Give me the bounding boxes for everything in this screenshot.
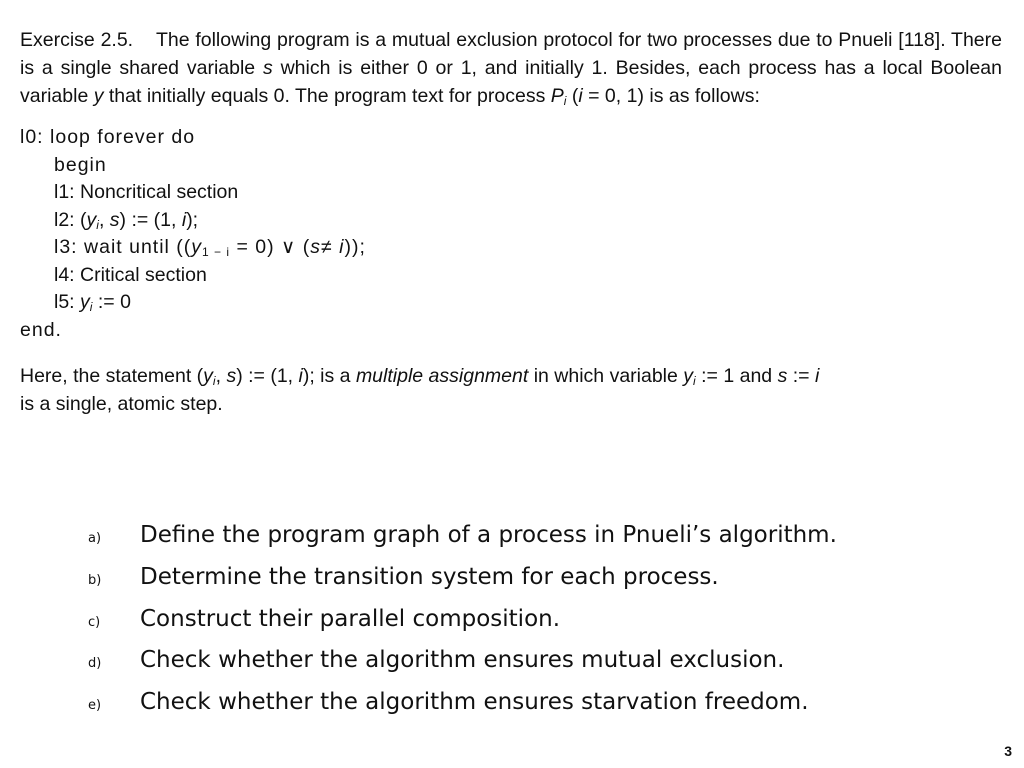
program-line-begin: begin <box>54 153 107 176</box>
intro-text: which is either 0 or 1, and initially 1. Besides, each process has a local Boolean variable <box>20 57 1002 107</box>
task-item-b <box>88 564 988 606</box>
remark-var: s <box>777 365 788 387</box>
task-text: Define the program graph of a process in Pnueli’s algorithm. <box>140 522 837 548</box>
task-letter: b) <box>88 572 102 588</box>
code-text: , <box>98 208 110 231</box>
task-text: Check whether the algorithm ensures starvation freedom. <box>140 689 809 716</box>
remark-text: ); is a <box>302 365 356 387</box>
remark-var: s <box>226 365 237 387</box>
program-listing <box>20 124 1002 344</box>
process-p: P <box>550 85 564 107</box>
task-item-c <box>88 606 988 648</box>
code-var: i <box>339 236 345 258</box>
code-text: ) := (1, <box>119 208 182 231</box>
code-subscript: 1 − i <box>202 245 231 259</box>
task-letter: c) <box>88 614 101 630</box>
remark-text: := 1 and <box>695 365 778 387</box>
intro-text: = 0, 1) is as follows: <box>582 85 760 107</box>
program-line-l1: l1: Noncritical section <box>54 181 239 203</box>
code-text: l5: <box>54 291 81 313</box>
remark-var: i <box>814 365 820 387</box>
intro-text: that initially equals 0. The program text for process <box>103 85 551 107</box>
code-text: l3: wait until (( <box>54 236 192 258</box>
program-line-l5 <box>20 289 1002 317</box>
exercise-block <box>20 26 1002 418</box>
intro-text: The following program is a mutual exclusion protocol for two processes due to Pnueli [118]. There is a single shared variable <box>20 29 1002 79</box>
remark-paragraph <box>20 362 1002 418</box>
remark-text: , <box>215 365 227 387</box>
task-item-e <box>88 689 988 731</box>
code-text: l2: ( <box>54 208 87 231</box>
page-number: 3 <box>1004 743 1012 759</box>
remark-text: := <box>787 365 815 387</box>
task-text: Determine the transition system for each process. <box>140 563 719 590</box>
code-text: ≠ <box>320 236 340 258</box>
remark-var: y <box>203 365 213 387</box>
task-text: Check whether the algorithm ensures mutual exclusion. <box>140 647 785 674</box>
exercise-heading: Exercise 2.5. <box>20 29 134 51</box>
code-var: y <box>80 291 90 313</box>
task-letter: a) <box>88 531 102 546</box>
task-text: Construct their parallel composition. <box>140 605 561 632</box>
remark-text: ) := (1, <box>236 365 299 387</box>
remark-emphasis: multiple assignment <box>355 365 529 387</box>
code-var: i <box>181 208 187 231</box>
remark-text: is a single, atomic step. <box>20 393 223 415</box>
var-s: s <box>263 57 273 79</box>
program-line-l3 <box>20 234 1002 262</box>
program-line-l2 <box>20 207 1002 235</box>
code-subscript: i <box>89 300 93 314</box>
remark-text: Here, the statement ( <box>20 365 204 387</box>
subscript-i: i <box>563 94 567 108</box>
remark-var: i <box>298 365 303 387</box>
remark-var: y <box>683 365 694 387</box>
code-text: )); <box>344 236 366 258</box>
code-var: s <box>109 208 120 231</box>
remark-text: in which variable <box>528 365 684 387</box>
code-text: := 0 <box>92 291 131 313</box>
task-item-a <box>88 522 988 564</box>
code-text: ); <box>186 208 199 231</box>
code-subscript: i <box>96 217 99 232</box>
code-text: = 0) ∨ ( <box>230 236 311 258</box>
program-line-end: end. <box>20 318 62 341</box>
code-var: y <box>86 208 97 231</box>
code-var: y <box>191 236 203 258</box>
var-y: y <box>93 85 104 107</box>
var-i: i <box>578 85 583 107</box>
intro-text: ( <box>566 85 579 107</box>
exercise-intro <box>20 26 1002 110</box>
program-line-l0: l0: loop forever do <box>20 126 196 148</box>
task-letter: e) <box>88 698 102 714</box>
code-var: s <box>310 236 321 258</box>
program-line-l4: l4: Critical section <box>54 263 207 286</box>
task-list <box>88 522 988 731</box>
task-item-d <box>88 647 988 689</box>
task-letter: d) <box>88 656 102 672</box>
remark-subscript: i <box>693 374 696 388</box>
remark-subscript: i <box>212 374 216 388</box>
